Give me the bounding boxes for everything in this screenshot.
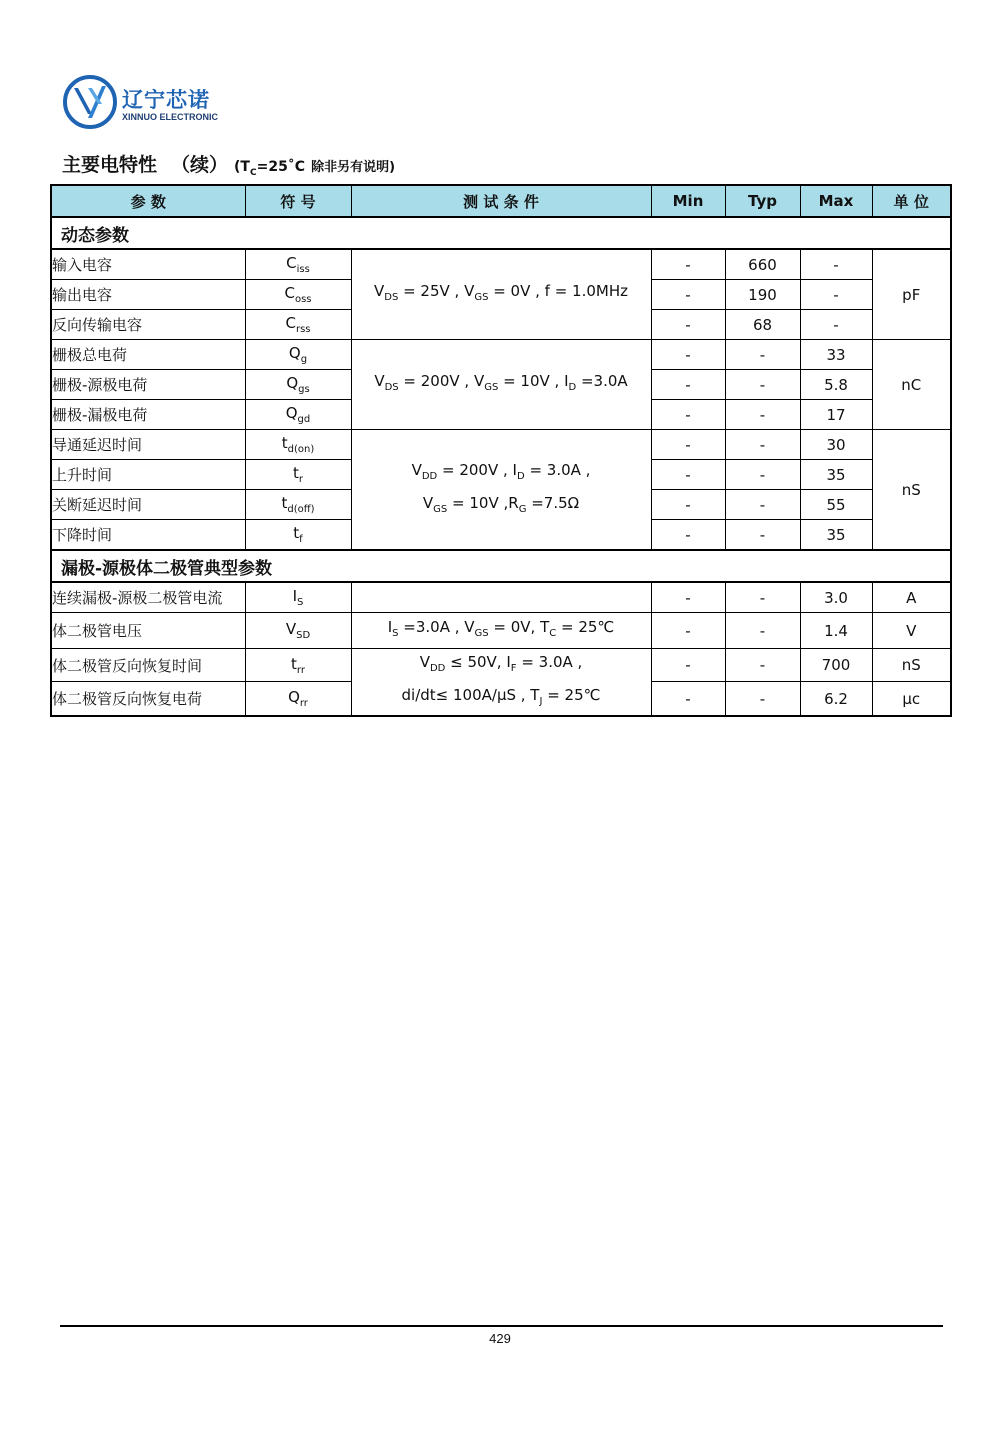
logo-english-name: XINNUO ELECTRONIC <box>122 112 219 122</box>
value-typ: - <box>725 430 800 460</box>
value-typ: 660 <box>725 249 800 280</box>
param-symbol: $t_{d(off)}$ <box>245 490 351 520</box>
param-symbol: $Q_{rr}$ <box>245 682 351 716</box>
value-max: 33 <box>800 340 872 370</box>
value-max: 35 <box>800 520 872 551</box>
value-min: - <box>651 370 725 400</box>
header-symbol: 符 号 <box>245 185 351 217</box>
header-min: Min <box>651 185 725 217</box>
table-row <box>51 582 951 613</box>
value-min: - <box>651 280 725 310</box>
header-unit: 单 位 <box>872 185 951 217</box>
param-name: 连续漏极-源极二极管电流 <box>51 582 245 613</box>
value-max: 55 <box>800 490 872 520</box>
value-typ: - <box>725 460 800 490</box>
table-row <box>51 249 951 280</box>
param-name: 输出电容 <box>51 280 245 310</box>
value-min: - <box>651 340 725 370</box>
value-typ: - <box>725 340 800 370</box>
value-max: - <box>800 310 872 340</box>
unit-charge: nC <box>872 340 951 430</box>
group-row-dynamic <box>51 217 951 249</box>
xinnuo-logo-icon <box>62 74 118 130</box>
param-name: 栅极-漏极电荷 <box>51 400 245 430</box>
value-min: - <box>651 310 725 340</box>
value-min: - <box>651 490 725 520</box>
table-row <box>51 613 951 649</box>
param-name: 栅极总电荷 <box>51 340 245 370</box>
param-name: 反向传输电容 <box>51 310 245 340</box>
table-row <box>51 430 951 460</box>
header-param: 参 数 <box>51 185 245 217</box>
unit: V <box>872 613 951 649</box>
header-condition: 测 试 条 件 <box>351 185 651 217</box>
value-min: - <box>651 682 725 716</box>
header-typ: Typ <box>725 185 800 217</box>
param-symbol: $C_{iss}$ <box>245 249 351 280</box>
value-typ: - <box>725 682 800 716</box>
condition-line: di/dt≤ 100A/μS , $T_J$ = 25℃ <box>401 686 601 707</box>
param-symbol: $t_f$ <box>245 520 351 551</box>
footer-divider <box>60 1325 943 1327</box>
condition-switching <box>351 430 651 551</box>
section-title <box>62 150 395 178</box>
value-min: - <box>651 460 725 490</box>
title-condition: ($T_C=25˚C$ 除非另有说明) <box>234 159 396 178</box>
param-symbol: $t_r$ <box>245 460 351 490</box>
value-min: - <box>651 430 725 460</box>
unit-capacitance: pF <box>872 249 951 340</box>
logo-chinese-name: 辽宁芯诺 <box>122 88 210 112</box>
value-max: 35 <box>800 460 872 490</box>
param-name: 下降时间 <box>51 520 245 551</box>
value-max: 30 <box>800 430 872 460</box>
company-logo <box>62 74 262 134</box>
table-row <box>51 340 951 370</box>
condition-line: $V_{DD} = 200V$ , $I_D = 3.0A$ , <box>411 460 591 482</box>
param-symbol: $Q_{gd}$ <box>245 400 351 430</box>
param-symbol: $C_{oss}$ <box>245 280 351 310</box>
param-name: 导通延迟时间 <box>51 430 245 460</box>
param-name: 输入电容 <box>51 249 245 280</box>
unit: nS <box>872 649 951 682</box>
param-symbol: $Q_g$ <box>245 340 351 370</box>
header-max: Max <box>800 185 872 217</box>
condition-capacitance: $V_{DS} = 25V$ , $V_{GS} = 0V$ , f = 1.0MHz <box>351 249 651 340</box>
param-symbol: $C_{rss}$ <box>245 310 351 340</box>
value-max: 3.0 <box>800 582 872 613</box>
table-header-row <box>51 185 951 217</box>
value-typ: - <box>725 520 800 551</box>
value-max: 17 <box>800 400 872 430</box>
param-name: 体二极管电压 <box>51 613 245 649</box>
param-symbol: $V_{SD}$ <box>245 613 351 649</box>
value-min: - <box>651 582 725 613</box>
value-min: - <box>651 520 725 551</box>
condition-line: $V_{DD} \le 50V$, $I_F = 3.0A$ , <box>419 653 583 674</box>
title-condition-note: 除非另有说明) <box>311 160 396 175</box>
title-text: 主要电特性 <box>62 154 158 176</box>
value-min: - <box>651 613 725 649</box>
param-symbol: $I_S$ <box>245 582 351 613</box>
condition-line: $V_{GS} = 10V$ $,R_G =7.5\Omega$ <box>422 493 580 515</box>
value-typ: - <box>725 582 800 613</box>
param-name: 上升时间 <box>51 460 245 490</box>
value-max: 700 <box>800 649 872 682</box>
value-min: - <box>651 649 725 682</box>
value-max: 6.2 <box>800 682 872 716</box>
value-min: - <box>651 400 725 430</box>
value-typ: - <box>725 649 800 682</box>
group-row-body-diode <box>51 550 951 582</box>
value-max: - <box>800 280 872 310</box>
unit-time: nS <box>872 430 951 551</box>
value-typ: - <box>725 490 800 520</box>
param-name: 体二极管反向恢复电荷 <box>51 682 245 716</box>
value-max: 1.4 <box>800 613 872 649</box>
value-min: - <box>651 249 725 280</box>
condition-empty <box>351 582 651 613</box>
param-name: 关断延迟时间 <box>51 490 245 520</box>
param-name: 栅极-源极电荷 <box>51 370 245 400</box>
spec-table <box>50 184 952 717</box>
param-symbol: $t_{d(on)}$ <box>245 430 351 460</box>
value-max: - <box>800 249 872 280</box>
value-typ: 190 <box>725 280 800 310</box>
value-typ: - <box>725 613 800 649</box>
condition-reverse-recovery <box>351 649 651 717</box>
param-name: 体二极管反向恢复时间 <box>51 649 245 682</box>
table-row <box>51 649 951 682</box>
condition-charge: $V_{DS} = 200V$ , $V_{GS} = 10V$ , $I_D =3.0A$ <box>351 340 651 430</box>
group-label-body-diode: 漏极-源极体二极管典型参数 <box>51 550 951 582</box>
value-max: 5.8 <box>800 370 872 400</box>
value-typ: 68 <box>725 310 800 340</box>
group-label-dynamic: 动态参数 <box>51 217 951 249</box>
page-number: 429 <box>489 1331 511 1346</box>
param-symbol: $t_{rr}$ <box>245 649 351 682</box>
value-typ: - <box>725 370 800 400</box>
condition-vsd: $I_S =3.0A$ , $V_{GS} = 0V$, $T_C$ = 25℃ <box>351 613 651 649</box>
value-typ: - <box>725 400 800 430</box>
param-symbol: $Q_{gs}$ <box>245 370 351 400</box>
title-continued: （续） <box>171 154 229 176</box>
unit: A <box>872 582 951 613</box>
unit: μc <box>872 682 951 716</box>
